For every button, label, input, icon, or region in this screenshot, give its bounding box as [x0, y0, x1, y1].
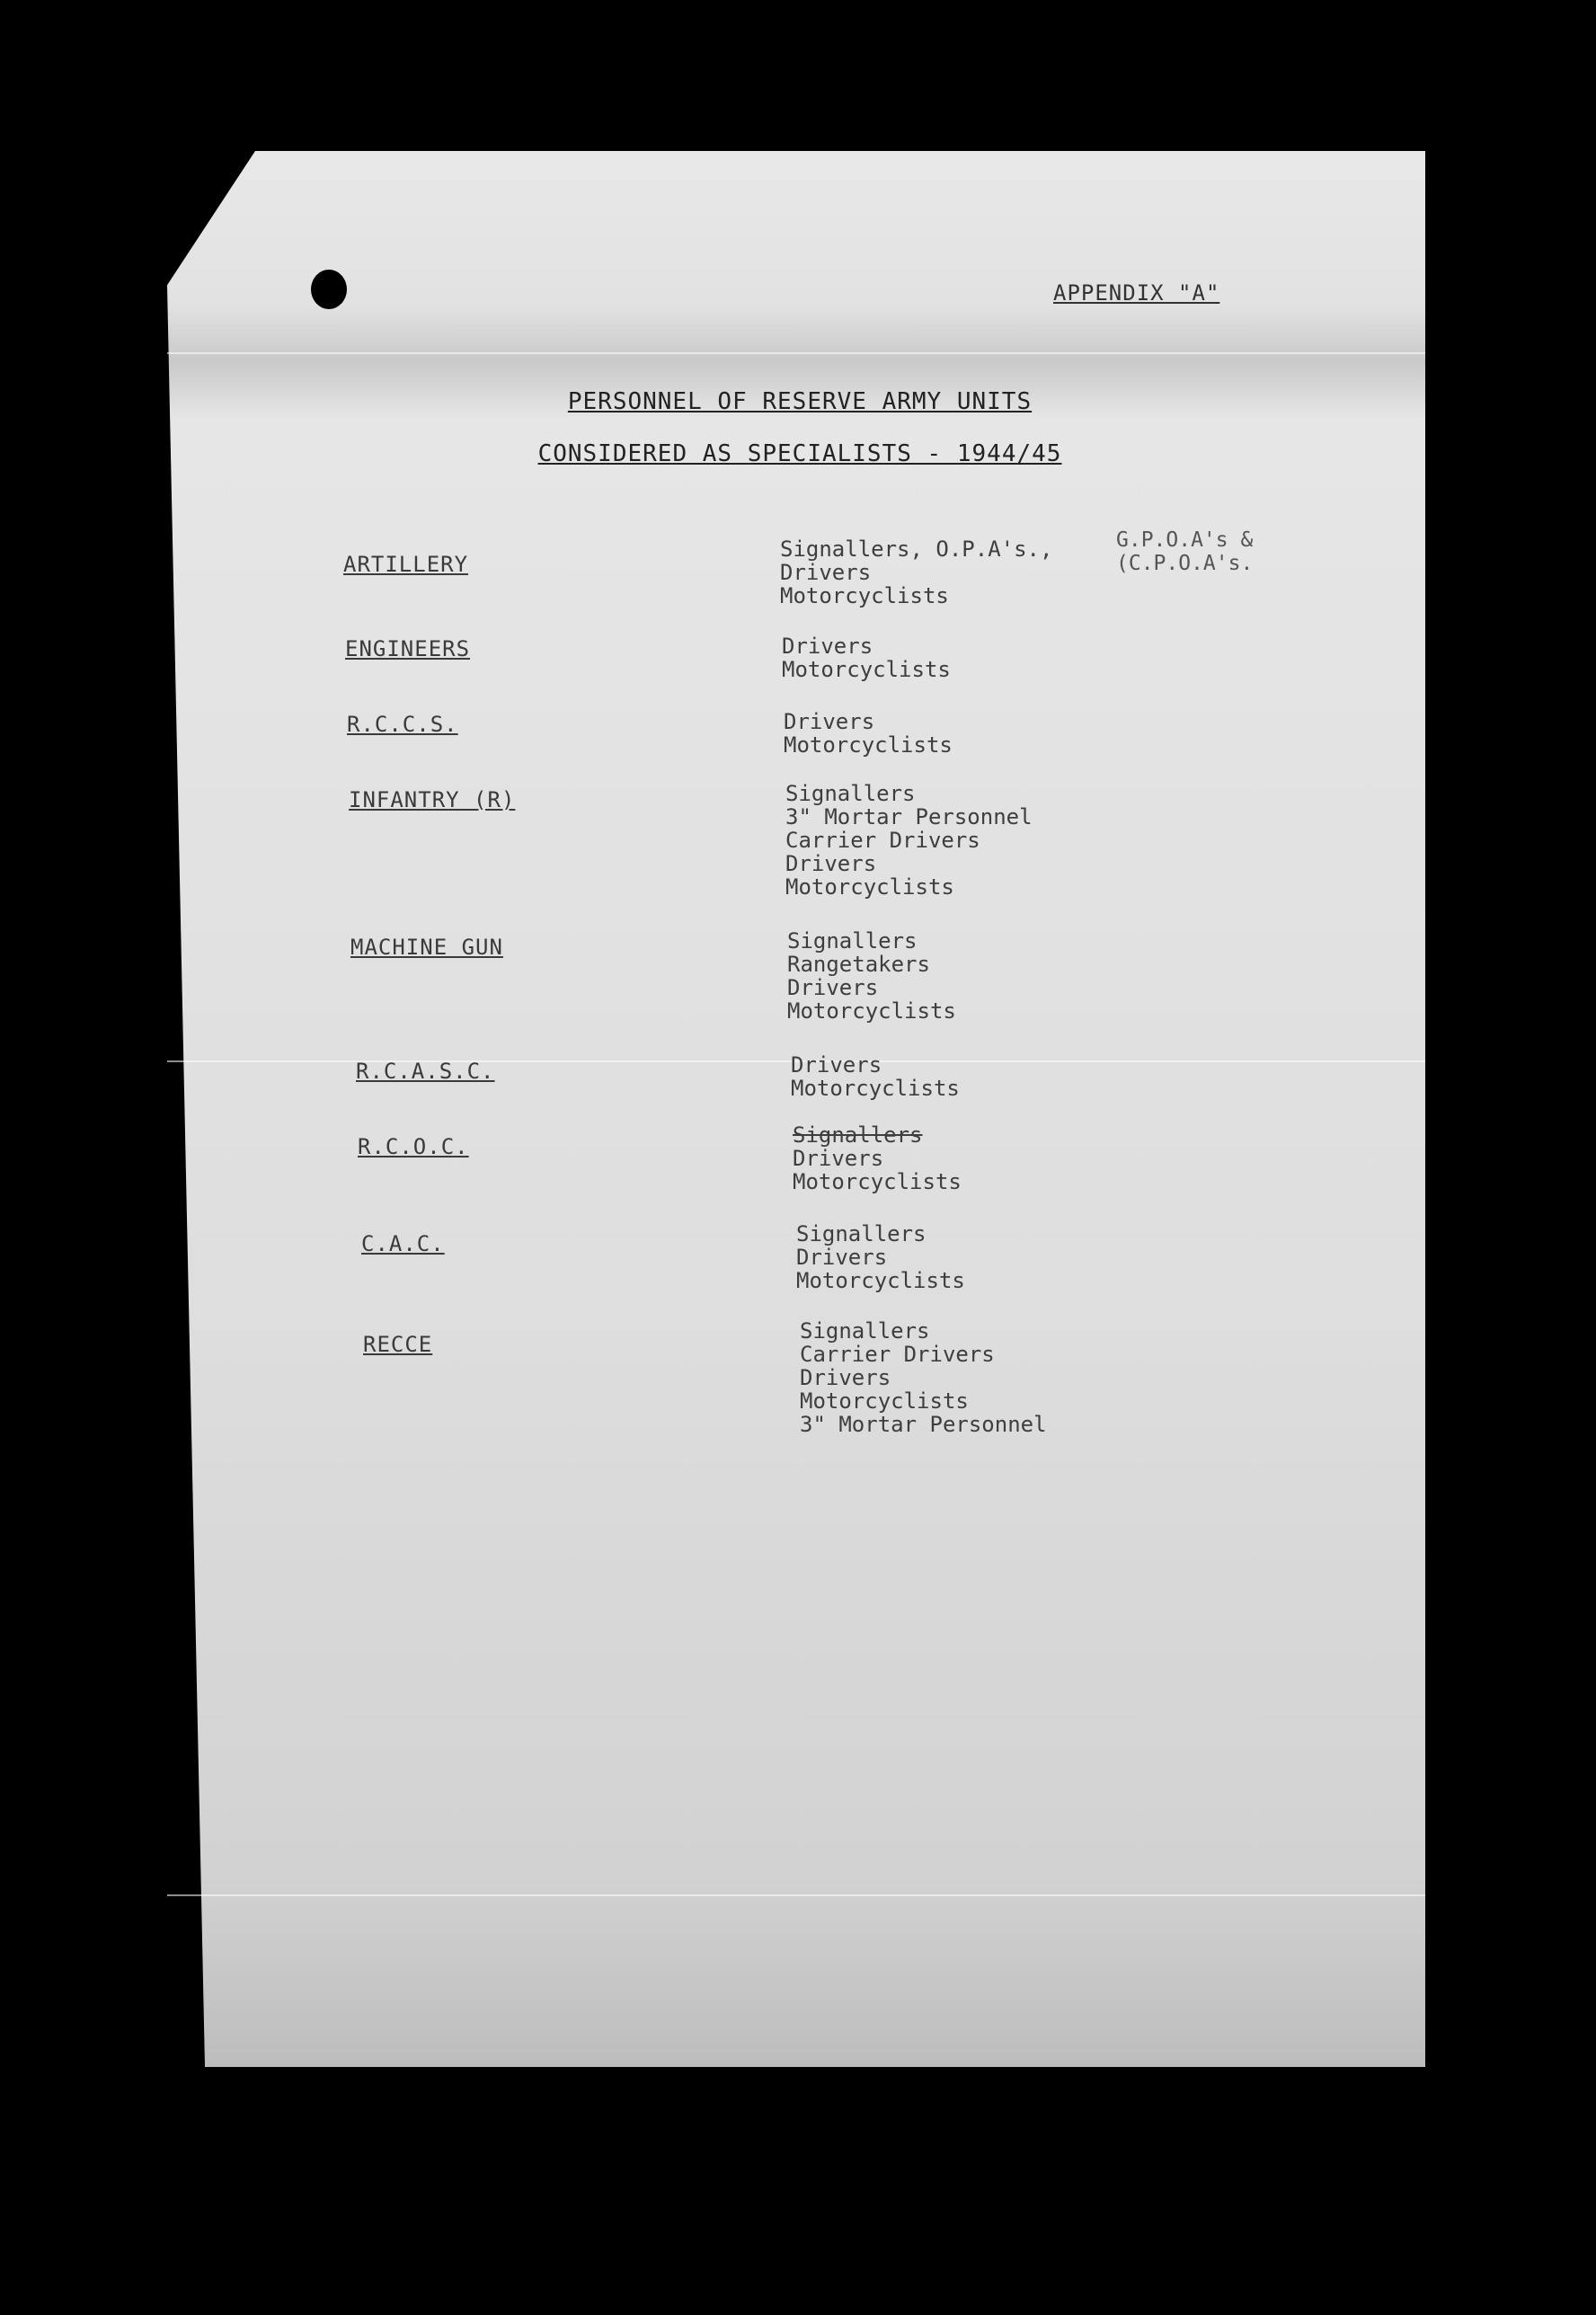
role-item: 3" Mortar Personnel [785, 804, 1033, 829]
role-item: Carrier Drivers [800, 1342, 995, 1367]
note-line: (C.P.O.A's. [1116, 552, 1254, 575]
fold-crease [167, 1894, 1425, 1896]
roles-machine-gun [787, 929, 956, 1023]
role-item: Drivers [782, 634, 873, 659]
roles-rccs [784, 710, 953, 757]
role-item: Signallers [796, 1221, 927, 1246]
unit-infantry: INFANTRY (R) [349, 787, 516, 812]
role-item: Drivers [800, 1365, 891, 1390]
roles-cac [796, 1222, 965, 1292]
unit-engineers: ENGINEERS [345, 636, 471, 661]
unit-rccs: R.C.C.S. [347, 712, 458, 737]
role-item: Drivers [796, 1245, 888, 1270]
unit-rcoc: R.C.O.C. [358, 1134, 469, 1159]
role-item: Motorcyclists [787, 998, 956, 1024]
roles-recce [800, 1319, 1047, 1436]
role-item: Carrier Drivers [785, 828, 980, 853]
role-item: Signallers, O.P.A's., [780, 537, 1053, 562]
role-item: Drivers [780, 560, 872, 585]
roles-rcoc [793, 1123, 962, 1193]
role-item: Motorcyclists [793, 1169, 962, 1194]
roles-infantry [785, 782, 1033, 899]
role-item: Motorcyclists [782, 657, 951, 682]
role-item: Signallers [787, 928, 918, 953]
role-item: 3" Mortar Personnel [800, 1412, 1047, 1437]
role-item: Signallers [785, 781, 916, 806]
roles-engineers [782, 634, 951, 681]
roles-artillery [780, 537, 1052, 608]
role-item: Drivers [785, 851, 877, 876]
role-item-struck: Signallers [793, 1122, 923, 1148]
unit-recce: RECCE [363, 1332, 433, 1357]
fold-crease [167, 352, 1425, 354]
unit-machine-gun: MACHINE GUN [350, 935, 503, 960]
unit-rcasc: R.C.A.S.C. [356, 1059, 495, 1084]
document-title: PERSONNEL OF RESERVE ARMY UNITS [567, 388, 1033, 415]
artillery-note [1116, 528, 1253, 575]
role-item: Motorcyclists [784, 732, 953, 758]
role-item: Drivers [793, 1146, 884, 1171]
role-item: Signallers [800, 1318, 930, 1344]
appendix-label: APPENDIX "A" [1053, 280, 1220, 306]
punch-hole [311, 270, 347, 309]
role-item: Drivers [784, 709, 875, 734]
unit-artillery: ARTILLERY [343, 552, 469, 577]
roles-rcasc [791, 1053, 960, 1100]
role-item: Motorcyclists [791, 1076, 960, 1101]
role-item: Motorcyclists [796, 1268, 965, 1293]
role-item: Drivers [787, 975, 879, 1000]
document-subtitle: CONSIDERED AS SPECIALISTS - 1944/45 [537, 440, 1062, 467]
note-line: G.P.O.A's & [1116, 528, 1254, 552]
role-item: Drivers [791, 1052, 882, 1078]
unit-cac: C.A.C. [361, 1231, 445, 1256]
role-item: Motorcyclists [780, 583, 949, 608]
role-item: Rangetakers [787, 952, 930, 977]
document-page [167, 151, 1425, 2067]
role-item: Motorcyclists [785, 874, 954, 900]
role-item: Motorcyclists [800, 1388, 969, 1414]
